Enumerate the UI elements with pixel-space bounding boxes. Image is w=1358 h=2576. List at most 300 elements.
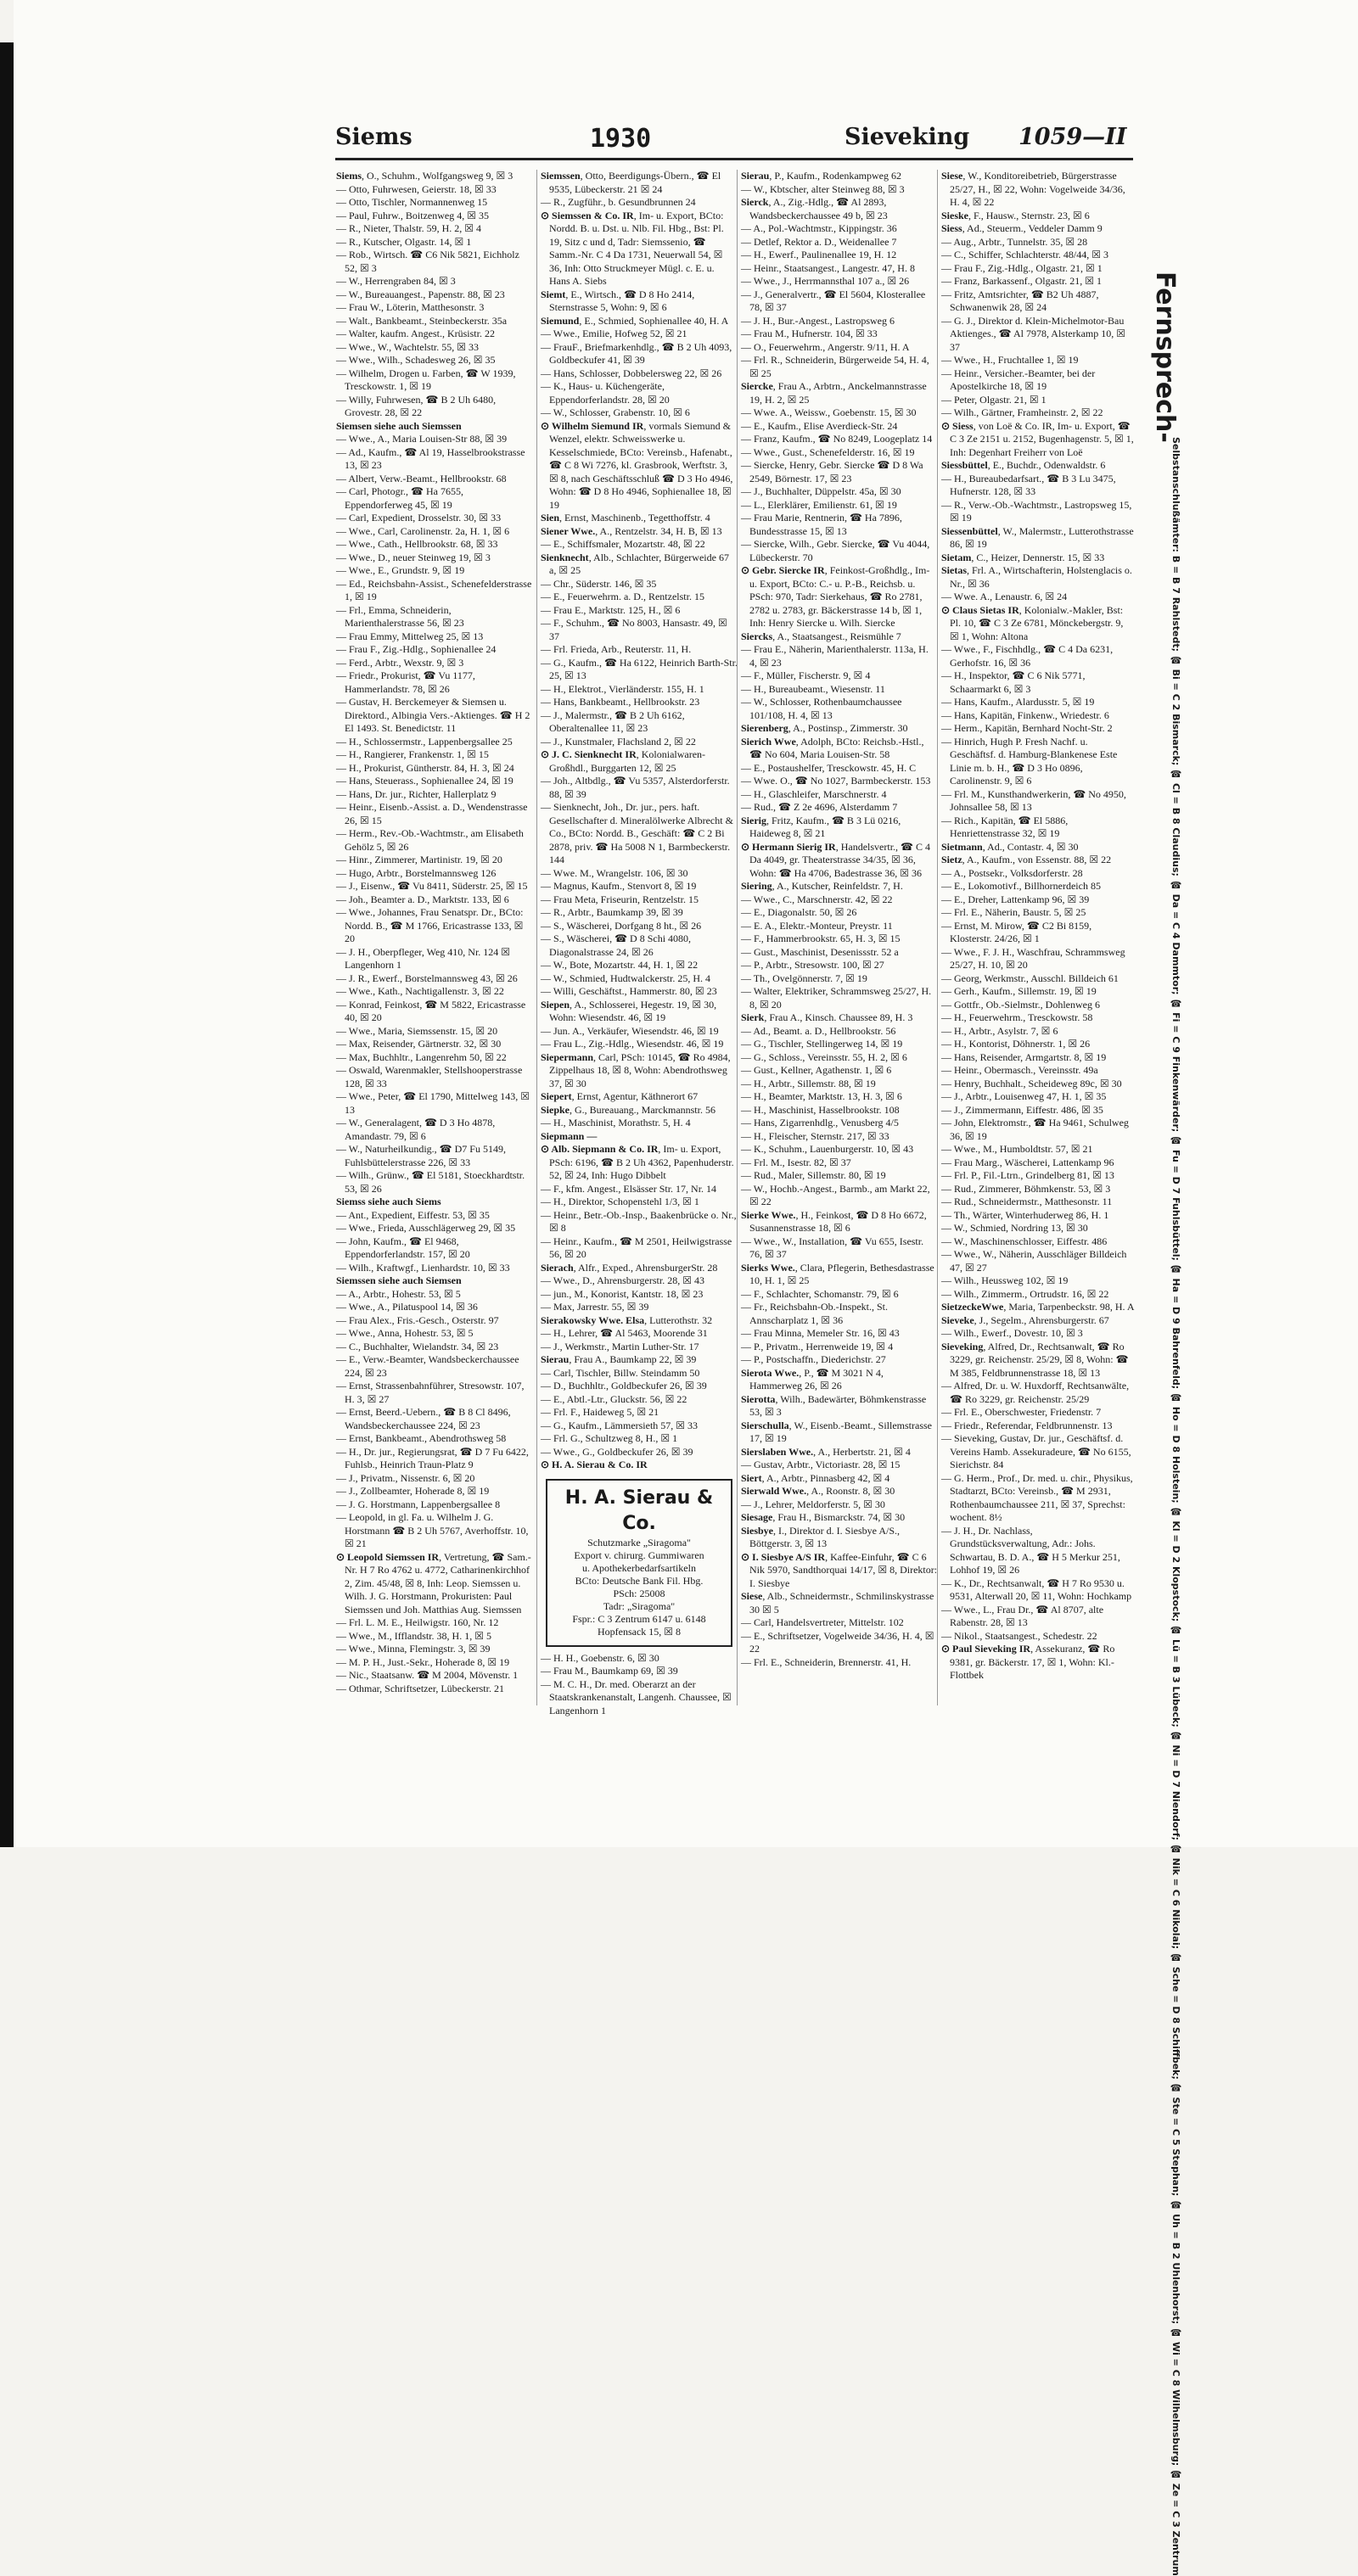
directory-entry: — W., Kbtscher, alter Steinweg 88, ☒ 3 bbox=[741, 182, 905, 195]
directory-entry: Siemt, E., Wirtsch., ☎ D 8 Ho 2414, Sternstrasse 5, Wohn: 9, ☒ 6 bbox=[541, 288, 695, 313]
directory-entry: — Th., Wärter, Winterhuderweg 86, H. 1 bbox=[941, 1208, 1109, 1221]
directory-entry: — Wwe. A., Weissw., Goebenstr. 15, ☒ 30 bbox=[741, 406, 917, 418]
directory-entry: — K., Dr., Rechtsanwalt, ☎ H 7 Ro 9530 u. 9531, Alterwall 20, ☒ 11, Wohn: Hochkamp bbox=[941, 1576, 1132, 1602]
directory-entry: — Hans, Kapitän, Finkenw., Wriedestr. 6 bbox=[941, 708, 1109, 721]
column-1 bbox=[336, 170, 533, 1705]
directory-entry: — Georg, Werkmstr., Ausschl. Billdeich 61 bbox=[941, 972, 1119, 984]
directory-entry: — Siercke, Henry, Gebr. Siercke ☎ D 8 Wa 2549, Börnestr. 17, ☒ 23 bbox=[741, 459, 923, 484]
side-title: Fernsprech- bbox=[1150, 272, 1180, 443]
column-4 bbox=[937, 170, 1135, 1705]
entry-headword: ⊙ Paul Sieveking IR bbox=[941, 1643, 1031, 1655]
directory-entry: — Frl. G., Schultzweg 8, H., ☒ 1 bbox=[541, 1432, 678, 1444]
column-3 bbox=[737, 170, 938, 1705]
entry-headword: ⊙ Alb. Siepmann & Co. IR bbox=[541, 1143, 659, 1155]
directory-entry: — H., Feuerwehrm., Tresckowstr. 58 bbox=[941, 1011, 1093, 1023]
directory-entry: — Wilh., Gärtner, Framheinstr. 2, ☒ 22 bbox=[941, 406, 1103, 418]
ad-line: PSch: 25008 bbox=[613, 1587, 665, 1599]
directory-entry: — Wwe. O., ☎ No 1027, Barmbeckerstr. 153 bbox=[741, 775, 931, 787]
directory-entry: — Wwe., W., Wachtelstr. 55, ☒ 33 bbox=[336, 340, 479, 353]
directory-entry: — E., Schiffsmaler, Mozartstr. 48, ☒ 22 bbox=[541, 538, 705, 550]
directory-entry: — Wwe., E., Grundstr. 9, ☒ 19 bbox=[336, 564, 465, 576]
entry-headword: Sieveking bbox=[941, 1340, 984, 1352]
directory-entry: Siercks, A., Staatsangest., Reismühle 7 bbox=[741, 630, 901, 642]
directory-entry: — Siercke, Wilh., Gebr. Siercke, ☎ Vu 4044, Lübeckerstr. 70 bbox=[741, 538, 930, 563]
directory-entry: — R., Verw.-Ob.-Wachtmstr., Lastropsweg 15, ☒ 19 bbox=[941, 498, 1132, 524]
directory-entry: — G., Schloss., Vereinsstr. 55, H. 2, ☒ 6 bbox=[741, 1050, 907, 1063]
directory-entry: ⊙ Alb. Siepmann & Co. IR, Im- u. Export, PSch: 6196, ☎ B 2 Uh 4362, Papenhuderstr. 52, ☒ 24, Inh: Hugo Dibbelt bbox=[541, 1143, 734, 1181]
directory-entry: — H., Prokurist, Güntherstr. 84, H. 3, ☒ 24 bbox=[336, 761, 514, 774]
directory-entry: — H., Maschinist, Hasselbrookstr. 108 bbox=[741, 1103, 900, 1116]
directory-entry: — Ed., Reichsbahn-Assist., Schenefelderstrasse 1, ☒ 19 bbox=[336, 577, 532, 602]
directory-entry: — Joh., Altbdlg., ☎ Vu 5357, Alsterdorferstr. 88, ☒ 39 bbox=[541, 775, 730, 800]
directory-entry: Sierck, A., Zig.-Hdlg., ☎ Al 2893, Wandsbeckerchaussee 49 b, ☒ 23 bbox=[741, 196, 888, 221]
directory-entry: — Hans, Reisender, Armgartstr. 8, ☒ 19 bbox=[941, 1050, 1107, 1063]
directory-entry: — Wwe., F., Fischhdlg., ☎ C 4 Da 6231, Gerhofstr. 16, ☒ 36 bbox=[941, 643, 1114, 669]
directory-entry: Sieske, F., Hausw., Sternstr. 23, ☒ 6 bbox=[941, 209, 1090, 221]
directory-entry: — Carl, Expedient, Drosselstr. 30, ☒ 33 bbox=[336, 512, 502, 524]
entry-headword: Sierau bbox=[541, 1353, 570, 1365]
directory-entry: — Wwe., Emilie, Hofweg 52, ☒ 21 bbox=[541, 328, 687, 339]
directory-entry: — Ad., Beamt. a. D., Hellbrookstr. 56 bbox=[741, 1024, 896, 1037]
scan-left-edge bbox=[0, 42, 14, 1847]
directory-entry: — Wwe., Anna, Hohestr. 53, ☒ 5 bbox=[336, 1327, 474, 1339]
directory-entry: — Wwe., M., Humboldtstr. 57, ☒ 21 bbox=[941, 1143, 1093, 1155]
directory-entry: — H., Elektrot., Vierländerstr. 155, H. 1 bbox=[541, 682, 704, 695]
entry-headword: Siercks bbox=[741, 630, 773, 642]
directory-entry: Sierks Wwe., Clara, Pflegerin, Bethesdastrasse 10, H. 1, ☒ 25 bbox=[741, 1261, 934, 1286]
directory-entry: — H., Glaschleifer, Marschnerstr. 4 bbox=[741, 787, 887, 800]
directory-entry: — Frau Minna, Memeler Str. 16, ☒ 43 bbox=[741, 1327, 900, 1339]
directory-entry: — Frl. E., Schneiderin, Brennerstr. 41, H. bbox=[741, 1655, 912, 1668]
entry-headword: Siepermann bbox=[541, 1050, 594, 1063]
directory-entry: — H., Dr. jur., Regierungsrat, ☎ D 7 Fu 6422, Fuhlsb., Heinrich Traun-Platz 9 bbox=[336, 1445, 529, 1470]
directory-entry: — Ferd., Arbtr., Wexstr. 9, ☒ 3 bbox=[336, 656, 464, 669]
entry-headword: Siemt bbox=[541, 288, 566, 300]
directory-entry: Siener Wwe., A., Rentzelstr. 34, H. B, ☒ 13 bbox=[541, 524, 722, 537]
entry-headword: Sierck bbox=[741, 196, 769, 208]
directory-entry: — E., Schriftsetzer, Vogelweide 34/36, H. 4, ☒ 22 bbox=[741, 1629, 934, 1655]
directory-entry: — J. H., Dr. Nachlass, Grundstücksverwaltung, Adr.: Johs. Schwartau, B. D. A., ☎ H 5 Merkur 251, Lohhof 19, ☒ 26 bbox=[941, 1524, 1120, 1576]
directory-entry: — Wwe., F. J. H., Waschfrau, Schrammsweg 25/27, H. 10, ☒ 20 bbox=[941, 945, 1125, 971]
directory-entry: Sierota Wwe., P., ☎ M 3021 N 4, Hammerweg 26, ☒ 26 bbox=[741, 1366, 884, 1392]
directory-entry: — E., Kaufm., Elise Averdieck-Str. 24 bbox=[741, 419, 898, 432]
entry-headword: Sierota Wwe. bbox=[741, 1366, 800, 1379]
ad-line: BCto: Deutsche Bank Fil. Hbg. bbox=[575, 1574, 704, 1587]
directory-entry: — Herm., Kapitän, Bernhard Nocht-Str. 2 bbox=[941, 722, 1113, 734]
directory-entry: — Wwe., Cath., Hellbrookstr. 68, ☒ 33 bbox=[336, 538, 498, 550]
directory-entry: — J. H., Bur.-Angest., Lastropsweg 6 bbox=[741, 314, 895, 327]
directory-entry: Sierau, P., Kaufm., Rodenkampweg 62 bbox=[741, 170, 901, 182]
directory-entry: — W., Bureauangest., Papenstr. 88, ☒ 23 bbox=[336, 288, 505, 300]
entry-headword: Siems bbox=[336, 170, 362, 182]
directory-entry: — E., Postaushelfer, Tresckowstr. 45, H. C bbox=[741, 761, 917, 774]
directory-entry: — Detlef, Rektor a. D., Weidenallee 7 bbox=[741, 235, 897, 248]
directory-entry: — Rud., Schneidermstr., Matthesonstr. 11 bbox=[941, 1196, 1113, 1207]
directory-entry: — Heinr., Obermasch., Vereinsstr. 49a bbox=[941, 1064, 1098, 1076]
directory-entry bbox=[541, 1459, 738, 1472]
directory-entry: — Wwe., M., Ifflandstr. 38, H. 1, ☒ 5 bbox=[336, 1629, 491, 1642]
directory-entry: — Aug., Arbtr., Tunnelstr. 35, ☒ 28 bbox=[941, 235, 1088, 248]
directory-entry: Siemssen, Otto, Beerdigungs-Übern., ☎ El 9535, Lübeckerstr. 21 ☒ 24 bbox=[541, 170, 721, 195]
directory-entry: — Th., Ovelgönnerstr. 7, ☒ 19 bbox=[741, 972, 867, 984]
directory-entry: Siese, Alb., Schneidermstr., Schmilinskystrasse 30 ☒ 5 bbox=[741, 1590, 934, 1616]
directory-entry: — Frau M., Baumkamp 69, ☒ 39 bbox=[541, 1665, 678, 1677]
header-left-keyword: Siems bbox=[335, 124, 412, 150]
directory-entry: ⊙ Siemssen & Co. IR, Im- u. Export, BCto: Nordd. B. u. Dst. u. Nlb. Fil. Hbg., Bst: Pl. 19, Sitz c und d, Tadr: Siemssenio, ☎ Samm.-Nr. C 4 Da 1731, Neuerwall 54, ☒ 36, Inh: Otto Struckmeyer Mügl. c. E. u. Hans A. Siebs bbox=[541, 209, 724, 287]
entry-headword: ⊙ Gebr. Siercke IR bbox=[741, 564, 825, 576]
directory-entry: — Oswald, Warenmakler, Stellshooperstrasse 128, ☒ 33 bbox=[336, 1064, 523, 1089]
entry-headword: Sierk bbox=[741, 1011, 765, 1023]
directory-entry: — Heinr., Kaufm., ☎ M 2501, Heilwigstrasse 56, ☒ 20 bbox=[541, 1235, 732, 1260]
exchange-legend: Selbstanschlußämter: B = B 7 Rahlstedt; ☎ Bi = C 2 Bismarck; ☎ Cl = B 8 Claudius; ☎ Da = C 4 Dammtor; ☎ Fi = C 9 Finkenwärder; ☎ Fu = D 7 Fuhlsbüttel; ☎ Ha = D 9 Bahrenfeld; ☎ Ho = D 8 Holstein; ☎ Kl = D 2 Klopstock; ☎ Lü = B 3 Lübeck; ☎ Ni = D 7 Niendorf; ☎ Nik = C 6 Nikolai; ☎ Sche = D 8 Schiffbek; ☎ Ste = C 5 Stephan; ☎ Uh = B 2 Uhlenhorst; ☎ Wi = C 8 Wilhelmsburg; ☎ Ze = C 3 Zentrum bbox=[1170, 437, 1181, 2576]
directory-entry: — Frau Meta, Friseurin, Rentzelstr. 15 bbox=[541, 893, 699, 905]
directory-entry: — Ernst, M. Mirow, ☎ C2 Bi 8159, Klosterstr. 24/26, ☒ 1 bbox=[941, 919, 1092, 944]
directory-entry: — Gerh., Kaufm., Sillemstr. 19, ☒ 19 bbox=[941, 985, 1097, 997]
directory-entry: Siessenbüttel, W., Malermstr., Lutterothstrasse 86, ☒ 19 bbox=[941, 524, 1134, 550]
advertisement-box bbox=[546, 1479, 732, 1647]
directory-entry: — F., kfm. Angest., Elsässer Str. 17, Nr. 14 bbox=[541, 1182, 717, 1195]
directory-entry: — J. R., Ewerf., Borstelmannsweg 43, ☒ 26 bbox=[336, 972, 518, 984]
directory-entry: — F., Schuhm., ☎ No 8003, Hansastr. 49, ☒ 37 bbox=[541, 617, 727, 642]
directory-entry: Sierschulla, W., Eisenb.-Beamt., Sillemstrasse 17, ☒ 19 bbox=[741, 1419, 932, 1444]
entry-headword: ⊙ Wilhelm Siemund IR bbox=[541, 419, 644, 432]
entry-headword: Sietmann bbox=[941, 840, 983, 853]
directory-entry: — Ant., Expedient, Eiffestr. 53, ☒ 35 bbox=[336, 1208, 490, 1221]
ad-line: u. Apothekerbedarfsartikeln bbox=[582, 1561, 696, 1574]
directory-entry: — Carl, Photogr., ☎ Ha 7655, Eppendorferweg 45, ☒ 19 bbox=[336, 485, 463, 511]
directory-entry: — Sieveking, Gustav, Dr. jur., Geschäftsf. d. Vereins Hamb. Assekuradeure, ☎ No 6155, Sierichstr. 84 bbox=[941, 1432, 1131, 1470]
directory-entry: — Sienknecht, Joh., Dr. jur., pers. haft. Gesellschafter d. Mineralölwerke Albrecht & Co., BCto: Nordd. B., Geschäft: ☎ C 2 Bi 2878, priv. ☎ Ha 5008 N 1, Barmbeckerstr. 144 bbox=[541, 801, 733, 865]
entry-headword: ⊙ Hermann Sierig IR bbox=[741, 840, 836, 853]
directory-entry: — Frl. R., Schneiderin, Bürgerweide 54, H. 4, ☒ 25 bbox=[741, 354, 929, 379]
entry-headword: Sien bbox=[541, 512, 560, 524]
directory-entry: — Heinr., Versicher.-Beamter, bei der Apostelkirche 18, ☒ 19 bbox=[941, 367, 1096, 392]
directory-entry: — Wilhelm, Drogen u. Farben, ☎ W 1939, Tresckowstr. 1, ☒ 19 bbox=[336, 367, 516, 392]
directory-entry: — M. P. H., Just.-Sekr., Hoherade 8, ☒ 19 bbox=[336, 1655, 510, 1668]
directory-entry: — Carl, Handelsvertreter, Mittelstr. 102 bbox=[741, 1616, 904, 1628]
entry-headword: Siener Wwe. bbox=[541, 524, 596, 537]
entry-headword: Sieske bbox=[941, 209, 969, 221]
directory-entry: — H., Ewerf., Paulinenallee 19, H. 12 bbox=[741, 249, 897, 260]
directory-entry: ⊙ Gebr. Siercke IR, Feinkost-Großhdlg., Im- u. Export, BCto: C.- u. P.-B., Reichsb. u. PSch: 970, Tadr: Sierkehaus, ☎ Ro 2781, 2782 u. 2783, gr. Bäckerstrasse 14 b, ☒ 1, Inh: Henry Siercke u. Wilh. Siercke bbox=[741, 564, 930, 629]
directory-entry: — Frl. E., Oberschwester, Friedenstr. 7 bbox=[941, 1406, 1102, 1418]
directory-entry: — Wwe., D., Ahrensburgerstr. 28, ☒ 43 bbox=[541, 1274, 704, 1286]
directory-entry: — A., Arbtr., Hohestr. 53, ☒ 5 bbox=[336, 1287, 461, 1300]
directory-entry: — Alfred, Dr. u. W. Huxdorff, Rechtsanwälte, ☎ Ro 3229, gr. Reichenstr. 25/29 bbox=[941, 1380, 1130, 1405]
directory-entry: — G. Herm., Prof., Dr. med. u. chir., Physikus, Stadtarzt, BCto: Vereinsb., ☎ M 2931, Rothenbaumchaussee 211, ☒ 37, Sprechst: wochent. 8½ bbox=[941, 1471, 1133, 1523]
directory-entry: — Frau W., Löterin, Matthesonstr. 3 bbox=[336, 301, 485, 313]
directory-entry: — Otto, Fuhrwesen, Geierstr. 18, ☒ 33 bbox=[336, 182, 497, 195]
directory-entry: — J., Werkmstr., Martin Luther-Str. 17 bbox=[541, 1340, 699, 1352]
entry-headword: Siemssen siehe auch Siemsen bbox=[336, 1274, 462, 1286]
directory-entry: — A., Pol.-Wachtmstr., Kippingstr. 36 bbox=[741, 222, 897, 234]
directory-entry: — Wwe., G., Goldbeckufer 26, ☒ 39 bbox=[541, 1445, 693, 1458]
entry-headword: Sierakowsky Wwe. Elsa bbox=[541, 1313, 645, 1326]
page-header bbox=[335, 119, 1133, 160]
entry-headword: Siepmann — bbox=[541, 1129, 598, 1142]
entry-headword: Sierach bbox=[541, 1261, 574, 1274]
entry-headword: ⊙ H. A. Sierau & Co. IR bbox=[541, 1459, 648, 1470]
directory-entry: — Franz, Kaufm., ☎ No 8249, Loogeplatz 14 bbox=[741, 433, 933, 445]
directory-entry: — J. H., Oberpfleger, Weg 410, Nr. 124 ☒ Langenhorn 1 bbox=[336, 945, 511, 971]
directory-entry: — John, Kaufm., ☎ El 9468, Eppendorferlandstr. 157, ☒ 20 bbox=[336, 1235, 470, 1260]
directory-entry: — Hans, Dr. jur., Richter, Hallerplatz 9 bbox=[336, 787, 497, 800]
directory-entry: — Friedr., Prokurist, ☎ Vu 1177, Hammerlandstr. 78, ☒ 26 bbox=[336, 669, 475, 695]
entry-headword: Siemssen bbox=[541, 170, 581, 182]
directory-entry: Siesbye, I., Direktor d. I. Siesbye A/S., Böttgerstr. 3, ☒ 13 bbox=[741, 1524, 901, 1549]
directory-entry: — Wwe., Carl, Carolinenstr. 2a, H. 1, ☒ 6 bbox=[336, 524, 510, 537]
directory-entry: — W., Schmied, Nordring 13, ☒ 30 bbox=[941, 1222, 1088, 1234]
entry-headword: Sienknecht bbox=[541, 551, 589, 563]
directory-entry: — Hans, Zigarrenhdlg., Venusberg 4/5 bbox=[741, 1117, 899, 1128]
entry-headword: Sierslaben Wwe. bbox=[741, 1445, 814, 1458]
directory-entry: — Max, Reisender, Gärtnerstr. 32, ☒ 30 bbox=[336, 1038, 502, 1050]
directory-entry: — Gust., Kellner, Agathenstr. 1, ☒ 6 bbox=[741, 1064, 892, 1076]
directory-entry: SietzeckeWwe, Maria, Tarpenbeckstr. 98, H. A bbox=[941, 1301, 1135, 1313]
directory-entry: — G., Tischler, Stellingerweg 14, ☒ 19 bbox=[741, 1038, 903, 1050]
directory-entry: — Hugo, Arbtr., Borstelmannsweg 126 bbox=[336, 866, 497, 879]
directory-entry: ⊙ I. Siesbye A/S IR, Kaffee-Einfuhr, ☎ C 6 Nik 5970, Sandthorquai 14/17, ☒ 8, Direktor: I. Siesbye bbox=[741, 1550, 938, 1589]
entry-headword: Siessenbüttel bbox=[941, 524, 998, 537]
directory-entry: — Franz, Barkassenf., Olgastr. 21, ☒ 1 bbox=[941, 275, 1103, 287]
directory-entry bbox=[336, 1274, 533, 1288]
directory-entry: — Henry, Buchhalt., Scheideweg 89c, ☒ 30 bbox=[941, 1077, 1122, 1089]
directory-entry: — Wwe. M., Wrangelstr. 106, ☒ 30 bbox=[541, 866, 688, 879]
directory-entry: — Nic., Staatsanw. ☎ M 2004, Mövenstr. 1 bbox=[336, 1669, 519, 1681]
directory-entry: — Wwe. A., Lenaustr. 6, ☒ 24 bbox=[941, 591, 1068, 602]
ad-line: Schutzmarke „Siragoma" bbox=[587, 1536, 691, 1548]
entry-headword: Siert bbox=[741, 1471, 762, 1484]
directory-entry: — F., Hammerbrookstr. 65, H. 3, ☒ 15 bbox=[741, 932, 901, 944]
directory-entry: — G. J., Direktor d. Klein-Michelmotor-Bau Aktienges., ☎ Al 7978, Alsterkamp 10, ☒ 37 bbox=[941, 314, 1126, 353]
directory-entry: — Hans, Kaufm., Alardusstr. 5, ☒ 19 bbox=[941, 696, 1095, 708]
directory-entry: — E. A., Elektr.-Monteur, Preystr. 11 bbox=[741, 919, 893, 932]
directory-entry: — Friedr., Referendar, Feldbrunnenstr. 13 bbox=[941, 1419, 1113, 1431]
directory-entry: — R., Nieter, Thalstr. 59, H. 2, ☒ 4 bbox=[336, 222, 482, 234]
directory-entry: Sierke Wwe., H., Feinkost, ☎ D 8 Ho 6672, Susannenstrasse 18, ☒ 6 bbox=[741, 1208, 927, 1234]
directory-entry: — Frau F., Zig.-Hdlg., Sophienallee 24 bbox=[336, 643, 497, 655]
directory-entry: — H., Schlossermstr., Lappenbergsallee 25 bbox=[336, 735, 513, 748]
directory-entry: — Wilh., Zimmerm., Ortrudstr. 16, ☒ 22 bbox=[941, 1287, 1109, 1300]
entry-headword: ⊙ J. C. Sienknecht IR bbox=[541, 748, 637, 760]
entry-headword: Sierwald Wwe. bbox=[741, 1485, 807, 1497]
directory-entry: — J., Zimmermann, Eiffestr. 486, ☒ 35 bbox=[941, 1103, 1103, 1116]
directory-entry: — Ernst, Beerd.-Uebern., ☎ B 8 Cl 8496, Wandsbeckerchaussee 224, ☒ 23 bbox=[336, 1406, 511, 1431]
directory-entry: — Carl, Tischler, Billw. Steindamm 50 bbox=[541, 1366, 700, 1379]
side-margin-legend bbox=[1137, 272, 1188, 2576]
directory-entry: — K., Schuhm., Lauenburgerstr. 10, ☒ 43 bbox=[741, 1143, 914, 1155]
directory-entry: Sien, Ernst, Maschinenb., Tegetthoffstr. 4 bbox=[541, 512, 710, 524]
directory-entry: — J., Malermstr., ☎ B 2 Uh 6162, Oberaltenallee 11, ☒ 23 bbox=[541, 708, 685, 734]
directory-entry: Siepermann, Carl, PSch: 10145, ☎ Ro 4984, Zippelhaus 18, ☒ 8, Wohn: Abendrothsweg 37, ☒ 30 bbox=[541, 1050, 731, 1089]
directory-entry: — Max, Buchhltr., Langenrehm 50, ☒ 22 bbox=[336, 1050, 507, 1063]
directory-entry: — Walter, Elektriker, Schrammsweg 25/27, H. 8, ☒ 20 bbox=[741, 985, 932, 1011]
entry-headword: Siemund bbox=[541, 314, 580, 327]
directory-entry: — Walt., Bankbeamt., Steinbeckerstr. 35a bbox=[336, 314, 508, 327]
directory-entry: — Ad., Kaufm., ☎ Al 19, Hasselbrookstrasse 13, ☒ 23 bbox=[336, 445, 525, 471]
directory-entry: — Wwe., Maria, Siemssenstr. 15, ☒ 20 bbox=[336, 1024, 498, 1037]
directory-entry: — J., Eisenw., ☎ Vu 8411, Süderstr. 25, ☒ 15 bbox=[336, 880, 528, 892]
directory-entry: — A., Postsekr., Volksdorferstr. 28 bbox=[941, 866, 1083, 879]
directory-entry: — J., Generalvertr., ☎ El 5604, Klosterallee 78, ☒ 37 bbox=[741, 288, 926, 313]
directory-entry: — Frau Alex., Fris.-Gesch., Osterstr. 97 bbox=[336, 1313, 499, 1326]
directory-entry: — H., Kontorist, Döhnerstr. 1, ☒ 26 bbox=[941, 1038, 1091, 1050]
entry-headword: Sietam bbox=[941, 551, 972, 563]
directory-entry: — Chr., Süderstr. 146, ☒ 35 bbox=[541, 577, 657, 590]
directory-entry: — H., Inspektor, ☎ C 6 Nik 5771, Schaarmarkt 6, ☒ 3 bbox=[941, 669, 1086, 695]
directory-entry: — Peter, Olgastr. 21, ☒ 1 bbox=[941, 393, 1047, 406]
directory-entry: — Frau Marie, Rentnerin, ☎ Ha 7896, Bundesstrasse 15, ☒ 13 bbox=[741, 512, 902, 537]
directory-entry: — C., Buchhalter, Wielandstr. 34, ☒ 23 bbox=[336, 1340, 499, 1352]
directory-entry: — Hinrich, Hugh P. Fresh Nachf. u. Geschäftsf. d. Hamburg-Blankenese Este Linie m. b. H., ☎ D 3 Ho 0896, Carolinenstr. 9, ☒ 6 bbox=[941, 735, 1118, 787]
directory-entry: Sierslaben Wwe., A., Herbertstr. 21, ☒ 4 bbox=[741, 1445, 911, 1458]
column-2 bbox=[536, 170, 738, 1716]
directory-entry: Siert, A., Arbtr., Pinnasberg 42, ☒ 4 bbox=[741, 1471, 890, 1484]
directory-entry: Sierig, Fritz, Kaufm., ☎ B 3 Lü 0216, Haideweg 8, ☒ 21 bbox=[741, 814, 901, 839]
directory-entry: — W., Hochb.-Angest., Barmb., am Markt 22, ☒ 22 bbox=[741, 1182, 930, 1207]
directory-entry: ⊙ Paul Sieveking IR, Assekuranz, ☎ Ro 9381, gr. Bäckerstr. 17, ☒ 1, Wohn: Kl.-Flottbek bbox=[941, 1643, 1115, 1681]
directory-entry bbox=[336, 420, 533, 434]
directory-entry: — Frau F., Zig.-Hdlg., Olgastr. 21, ☒ 1 bbox=[941, 261, 1103, 274]
directory-entry: — S., Wäscherei, Dorfgang 8 ht., ☒ 26 bbox=[541, 919, 702, 932]
directory-entry: Sierach, Alfr., Exped., AhrensburgerStr. 28 bbox=[541, 1261, 718, 1274]
directory-entry: — Rob., Wirtsch. ☎ C6 Nik 5821, Eichholz 52, ☒ 3 bbox=[336, 249, 519, 274]
directory-entry: — Frl. Frieda, Arb., Reuterstr. 11, H. bbox=[541, 643, 692, 655]
directory-entry: — Wwe., Frieda, Ausschlägerweg 29, ☒ 35 bbox=[336, 1222, 516, 1234]
entry-headword: Sierenberg bbox=[741, 722, 788, 734]
column-2-entries bbox=[541, 170, 738, 1472]
directory-entry: — Max, Jarrestr. 55, ☒ 39 bbox=[541, 1301, 649, 1313]
entry-headword: Sierschulla bbox=[741, 1419, 789, 1431]
directory-entry: — J., Privatm., Nissenstr. 6, ☒ 20 bbox=[336, 1471, 475, 1484]
directory-entry: — J., Arbtr., Louisenweg 47, H. 1, ☒ 35 bbox=[941, 1090, 1107, 1102]
directory-entry: — Wwe., Gust., Schenefelderstr. 16, ☒ 19 bbox=[741, 445, 915, 458]
directory-entry bbox=[336, 1196, 533, 1209]
directory-entry: — Wwe., A., Maria Louisen-Str 88, ☒ 39 bbox=[336, 433, 508, 445]
directory-entry: — Frl. E., Näherin, Baustr. 5, ☒ 25 bbox=[941, 906, 1086, 918]
directory-entry: — J., Lehrer, Meldorferstr. 5, ☒ 30 bbox=[741, 1498, 885, 1510]
directory-entry: — Fr., Reichsbahn-Ob.-Inspekt., St. Annscharplatz 1, ☒ 36 bbox=[741, 1301, 888, 1326]
directory-entry: — Frl. M., Kunsthandwerkerin, ☎ No 4950, Johnsallee 58, ☒ 13 bbox=[941, 787, 1126, 813]
entry-headword: Sietz bbox=[941, 854, 962, 865]
directory-entry: — S., Wäscherei, ☎ D 8 Schi 4080, Diagonalstrasse 24, ☒ 26 bbox=[541, 932, 692, 958]
entry-headword: Sierau bbox=[741, 170, 770, 182]
directory-entry: — Frau M., Hufnerstr. 104, ☒ 33 bbox=[741, 328, 878, 339]
directory-entry: — R., Zugführ., b. Gesundbrunnen 24 bbox=[541, 196, 696, 208]
directory-entry: Sietam, C., Heizer, Dennerstr. 15, ☒ 33 bbox=[941, 551, 1105, 563]
directory-entry: — Wwe., Wilh., Schadesweg 26, ☒ 35 bbox=[336, 354, 496, 366]
directory-entry: — G., Kaufm., ☎ Ha 6122, Heinrich Barth-Str. 25, ☒ 13 bbox=[541, 656, 738, 681]
directory-entry: Sienknecht, Alb., Schlachter, Bürgerweide 67 a, ☒ 25 bbox=[541, 551, 729, 576]
entry-headword: Siesage bbox=[741, 1511, 773, 1523]
directory-entry: — Wwe., W., Näherin, Ausschläger Billdeich 47, ☒ 27 bbox=[941, 1248, 1127, 1274]
entry-headword: Siering bbox=[741, 880, 772, 892]
entry-headword: Sierich Wwe bbox=[741, 735, 796, 748]
directory-entry: — E., Verw.-Beamter, Wandsbeckerchaussee 224, ☒ 23 bbox=[336, 1353, 519, 1379]
directory-entry: — H., Lehrer, ☎ Al 5463, Moorende 31 bbox=[541, 1327, 708, 1339]
directory-entry: Siepert, Ernst, Agentur, Käthnerort 67 bbox=[541, 1090, 699, 1102]
directory-entry: — F., Schlachter, Schomanstr. 79, ☒ 6 bbox=[741, 1287, 899, 1300]
directory-entry: Sierau, Frau A., Baumkamp 22, ☒ 39 bbox=[541, 1353, 697, 1365]
directory-entry: Sierotta, Wilh., Badewärter, Böhmkenstrasse 53, ☒ 3 bbox=[741, 1392, 927, 1418]
ad-line: Hopfensack 15, ☒ 8 bbox=[597, 1625, 682, 1638]
directory-entry: — Wilh., Grünw., ☎ El 5181, Stoeckhardtstr. 53, ☒ 26 bbox=[336, 1169, 525, 1195]
directory-entry: — Herm., Rev.-Ob.-Wachtmstr., am Elisabeth Gehölz 5, ☒ 26 bbox=[336, 827, 524, 853]
directory-entry: — Frl. M., Isestr. 82, ☒ 37 bbox=[741, 1156, 851, 1168]
directory-entry: — Leopold, in gl. Fa. u. Wilhelm J. G. Horstmann ☎ B 2 Uh 5767, Averhoffstr. 10, ☒ 21 bbox=[336, 1511, 529, 1549]
entry-headword: Sierig bbox=[741, 814, 766, 826]
directory-entry: — W., Schlosser, Grabenstr. 10, ☒ 6 bbox=[541, 406, 690, 418]
directory-entry: — Otto, Tischler, Normannenweg 15 bbox=[336, 196, 488, 208]
directory-entry: — K., Haus- u. Küchengeräte, Eppendorferlandstr. 28, ☒ 20 bbox=[541, 380, 670, 406]
directory-entry: — Hans, Schlosser, Dobbelersweg 22, ☒ 26 bbox=[541, 367, 722, 379]
ad-line: Tadr: „Siragoma" bbox=[603, 1599, 676, 1612]
directory-entry: — O., Feuerwehrm., Angerstr. 9/11, H. A bbox=[741, 340, 910, 353]
directory-entry: — E., Dreher, Lattenkamp 96, ☒ 39 bbox=[941, 893, 1090, 905]
directory-entry: — D., Buchhltr., Goldbeckufer 26, ☒ 39 bbox=[541, 1380, 707, 1392]
directory-entry: — Wwe., J., Herrmannsthal 107 a., ☒ 26 bbox=[741, 275, 910, 287]
directory-entry: Siese, W., Konditoreibetrieb, Bürgerstrasse 25/27, H., ☒ 22, Wohn: Vogelweide 34/36, H. 4, ☒ 22 bbox=[941, 170, 1125, 208]
ad-line: Fspr.: C 3 Zentrum 6147 u. 6148 bbox=[572, 1612, 706, 1625]
entry-headword: ⊙ I. Siesbye A/S IR bbox=[741, 1550, 826, 1563]
directory-entry: Siems, O., Schuhm., Wolfgangsweg 9, ☒ 3 bbox=[336, 170, 513, 182]
directory-entry: — Heinr., Betr.-Ob.-Insp., Baakenbrücke o. Nr., ☒ 8 bbox=[541, 1208, 737, 1234]
directory-entry: — P., Privatm., Herrenweide 19, ☒ 4 bbox=[741, 1340, 894, 1352]
directory-entry: — Othmar, Schriftsetzer, Lübeckerstr. 21 bbox=[336, 1682, 504, 1694]
directory-entry: — John, Elektromstr., ☎ Ha 9461, Schulweg 36, ☒ 19 bbox=[941, 1117, 1129, 1142]
directory-entry: — Joh., Beamter a. D., Marktstr. 133, ☒ 6 bbox=[336, 893, 509, 905]
entry-headword: Siessbüttel bbox=[941, 459, 988, 471]
column-2-tail-entries bbox=[541, 1652, 738, 1718]
directory-entry: — Willy, Fuhrwesen, ☎ B 2 Uh 6480, Grovestr. 28, ☒ 22 bbox=[336, 393, 497, 418]
entry-headword: Sierks Wwe. bbox=[741, 1261, 795, 1274]
directory-entry: Siercke, Frau A., Arbtrn., Anckelmannstrasse 19, H. 2, ☒ 25 bbox=[741, 380, 927, 406]
directory-entry: — Heinr., Eisenb.-Assist. a. D., Wendenstrasse 26, ☒ 15 bbox=[336, 801, 528, 826]
directory-entry: — Ernst, Strassenbahnführer, Stresowstr. 107, H. 3, ☒ 27 bbox=[336, 1380, 525, 1405]
directory-entry: — Gustav, H. Berckemeyer & Siemsen u. Direktord., Albingia Vers.-Aktienges. ☎ H 2 El 1493. St. Benedictstr. 11 bbox=[336, 696, 530, 734]
directory-entry: — Frl. P., Fil.-Ltrn., Grindelberg 81, ☒ 13 bbox=[941, 1169, 1114, 1181]
directory-entry: — E., Feuerwehrm. a. D., Rentzelstr. 15 bbox=[541, 591, 704, 602]
directory-entry: — Wwe., C., Marschnerstr. 42, ☒ 22 bbox=[741, 893, 893, 905]
directory-entry: — R., Kutscher, Olgastr. 14, ☒ 1 bbox=[336, 235, 472, 248]
directory-entry: — Frau L., Zig.-Hdlg., Wiesendstr. 46, ☒ 19 bbox=[541, 1038, 724, 1050]
directory-entry: — P., Arbtr., Stresowstr. 100, ☒ 27 bbox=[741, 959, 884, 971]
directory-entry: Siemund, E., Schmied, Sophienallee 40, H. A bbox=[541, 314, 729, 327]
directory-entry: — J. G. Horstmann, Lappenbergsallee 8 bbox=[336, 1498, 501, 1510]
directory-entry: — Willi, Geschäftst., Hammerstr. 80, ☒ 23 bbox=[541, 985, 717, 997]
directory-entry: — Jun. A., Verkäufer, Wiesendstr. 46, ☒ 19 bbox=[541, 1024, 719, 1037]
directory-entry: — G., Kaufm., Lämmersieth 57, ☒ 33 bbox=[541, 1419, 699, 1431]
directory-entry: — Nikol., Staatsangest., Schedestr. 22 bbox=[941, 1629, 1097, 1642]
directory-entry: — Wilh., Ewerf., Dovestr. 10, ☒ 3 bbox=[941, 1327, 1083, 1339]
directory-entry: — J., Buchhalter, Düppelstr. 45a, ☒ 30 bbox=[741, 485, 901, 497]
directory-entry: — Wilh., Heussweg 102, ☒ 19 bbox=[941, 1274, 1069, 1286]
directory-entry: Sierich Wwe, Adolph, BCto: Reichsb.-Hstl., ☎ No 604, Maria Louisen-Str. 58 bbox=[741, 735, 924, 760]
entry-headword: Siercke bbox=[741, 380, 773, 392]
entry-headword: Sietas bbox=[941, 564, 967, 576]
directory-entry: — Hinr., Zimmerer, Martinistr. 19, ☒ 20 bbox=[336, 854, 502, 865]
directory-entry: — H., Maschinist, Morathstr. 5, H. 4 bbox=[541, 1117, 691, 1128]
directory-entry: — E., Lokomotivf., Billhornerdeich 85 bbox=[941, 880, 1101, 892]
directory-entry: Sierakowsky Wwe. Elsa, Lutterothstr. 32 bbox=[541, 1313, 713, 1326]
entry-headword: ⊙ Leopold Siemssen IR bbox=[336, 1550, 440, 1563]
directory-entry: ⊙ Leopold Siemssen IR, Vertretung, ☎ Sam.-Nr. H 7 Ro 4762 u. 4772, Catharinenkirchhof 2, Zim. 45/48, ☒ 8, Inh: Leop. Siemssen u. Wilh. J. G. Horstmann, Prokuristen: Paul Siemssen und Joh. Matthias Aug. Siemssen bbox=[336, 1550, 531, 1616]
directory-entry: — E., Abtl.-Ltr., Gluckstr. 56, ☒ 22 bbox=[541, 1392, 687, 1405]
directory-entry: ⊙ Hermann Sierig IR, Handelsvertr., ☎ C 4 Da 4049, gr. Theaterstrasse 34/35, ☒ 36, Wohn: ☎ Ha 4706, Badestrasse 36, ☒ 36 bbox=[741, 840, 930, 879]
directory-entry: — FrauF., Briefmarkenhdlg., ☎ B 2 Uh 4093, Goldbeckufer 41, ☒ 39 bbox=[541, 340, 732, 366]
directory-entry: — Fritz, Amtsrichter, ☎ B2 Uh 4887, Schwanenwik 28, ☒ 24 bbox=[941, 288, 1099, 313]
directory-entry: — W., Naturheilkundig., ☎ D7 Fu 5149, Fuhlsbüttelerstrasse 226, ☒ 33 bbox=[336, 1143, 506, 1168]
